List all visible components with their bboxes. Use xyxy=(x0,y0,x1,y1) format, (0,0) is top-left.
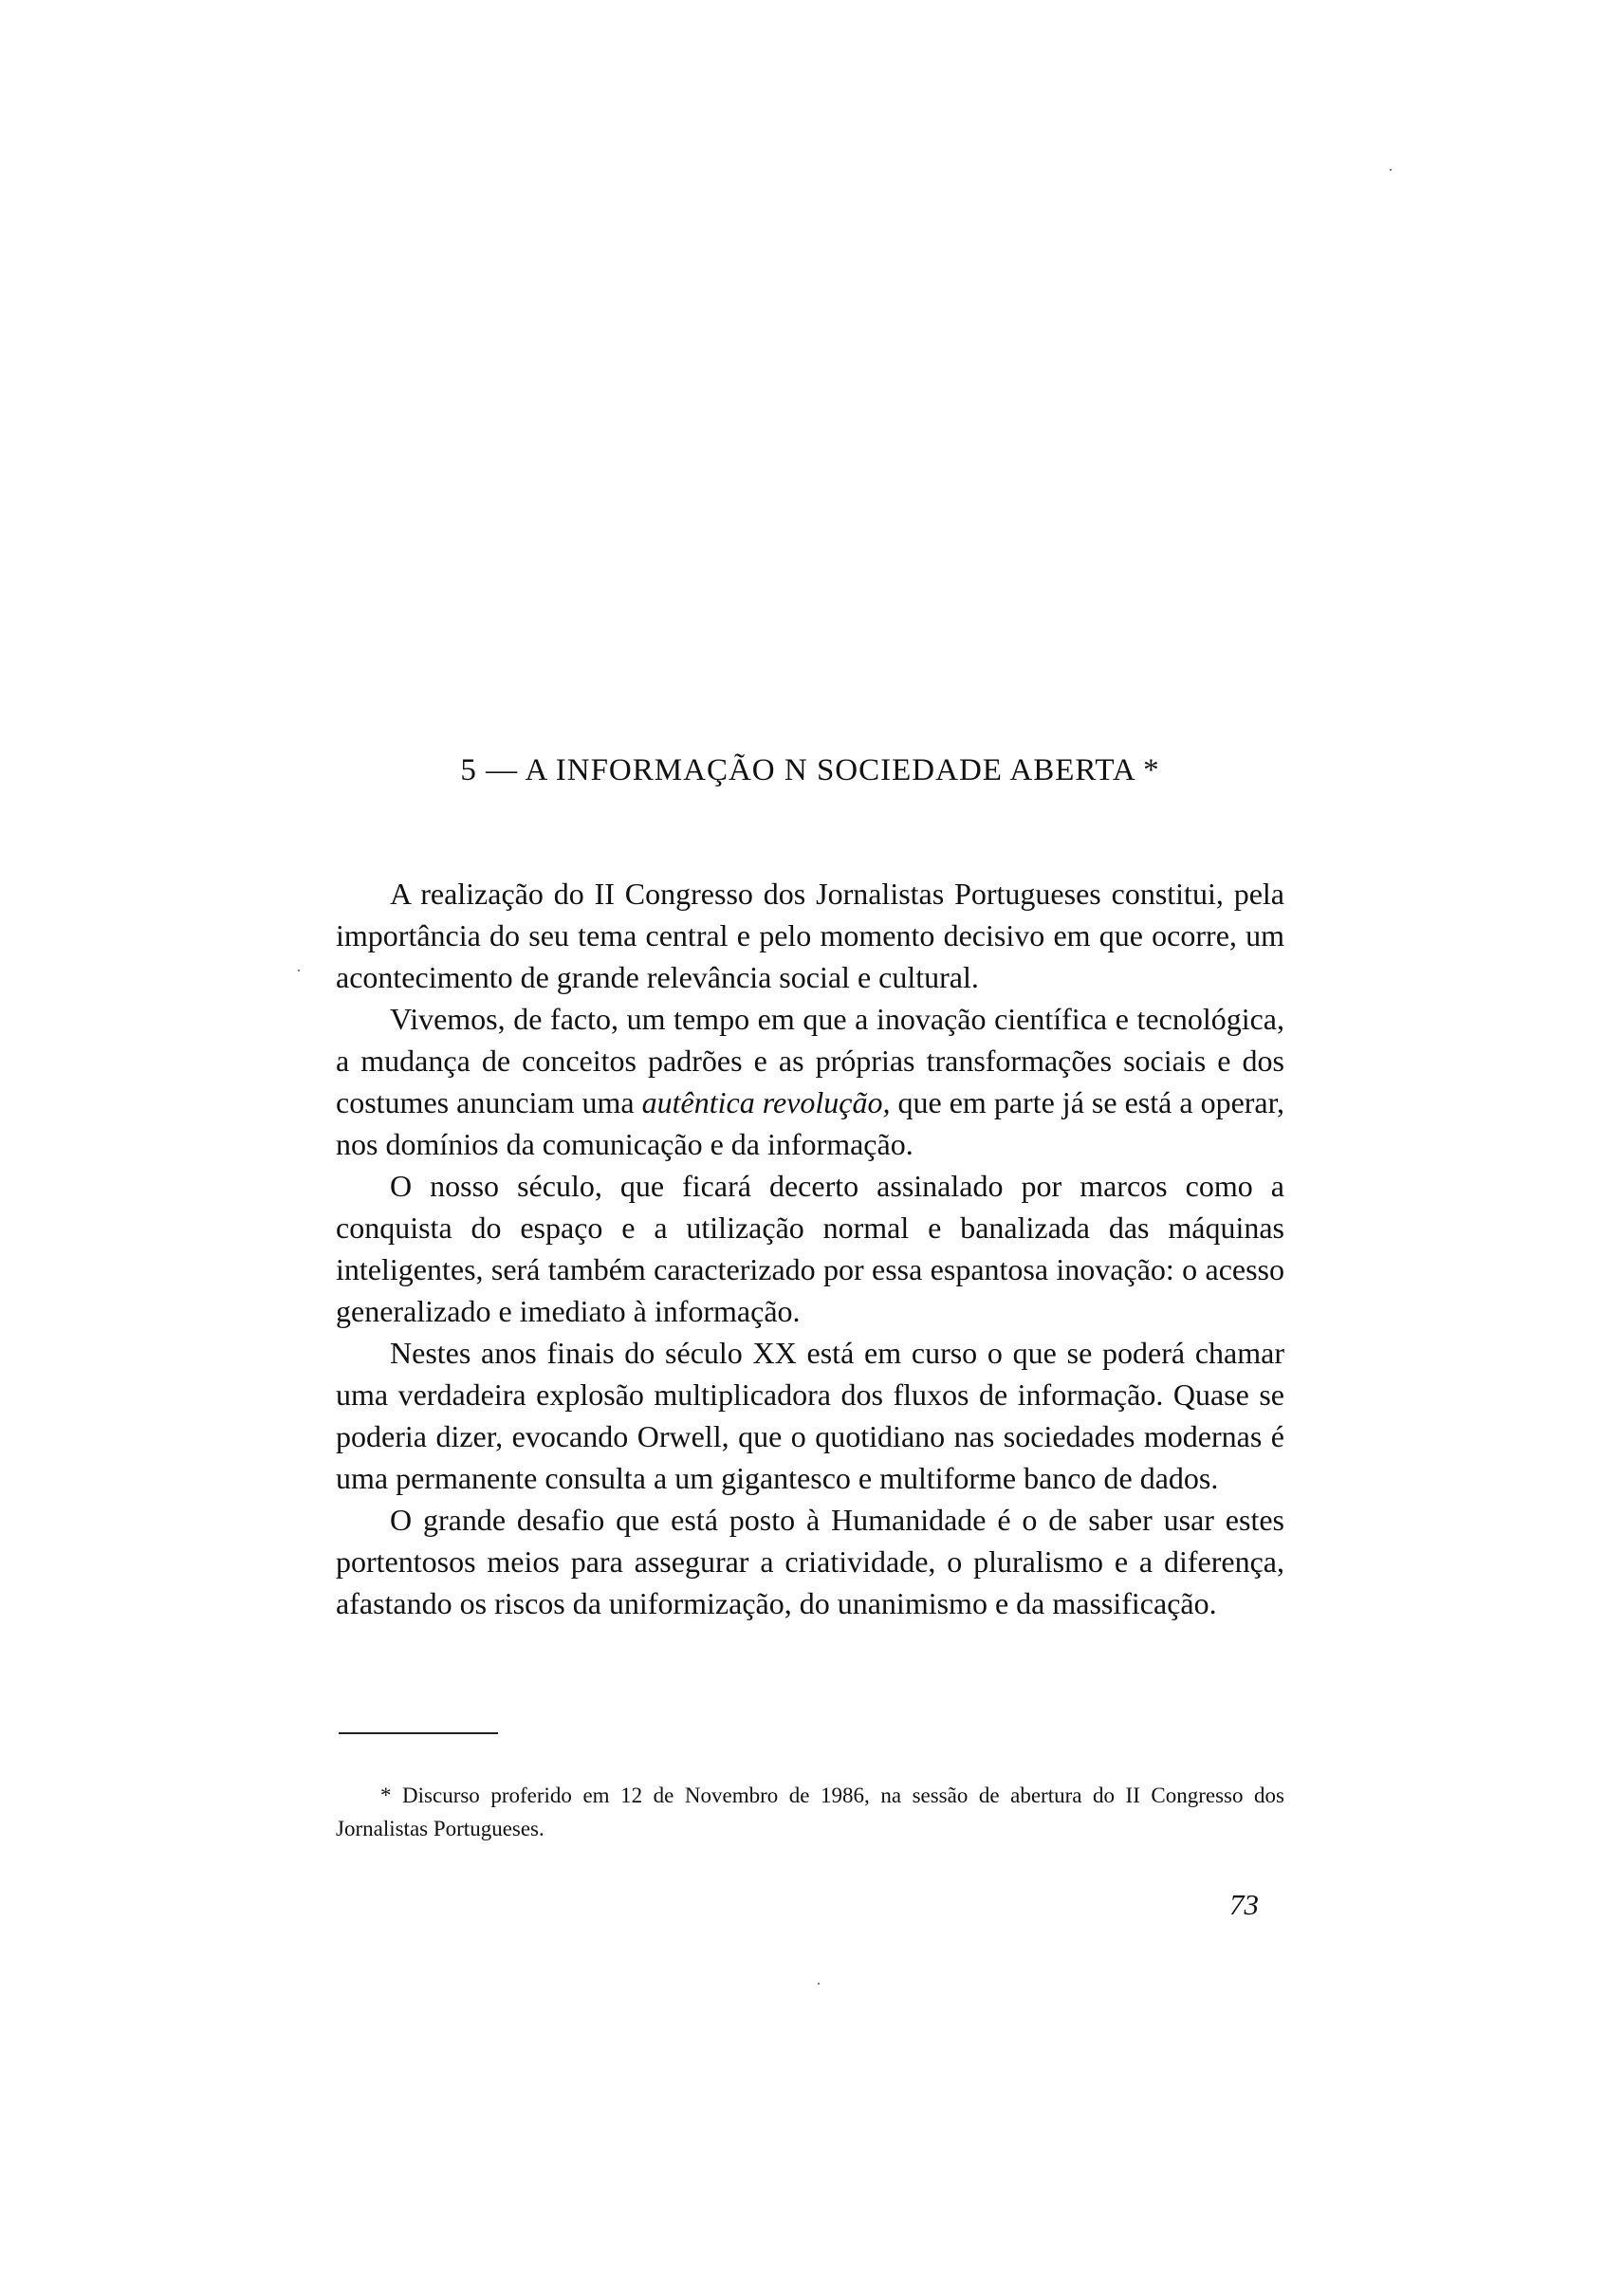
body-text xyxy=(336,873,1284,1624)
paragraph-3: O nosso século, que ficará decerto assinalado por marcos como a conquista do espaço e a utilização normal e banalizada das máquinas inteligentes, será também caracterizado por essa espantosa inovação: o acesso generalizado e imediato à informação. xyxy=(336,1169,1284,1328)
scan-speck xyxy=(1390,169,1392,171)
footnote: * Discurso proferido em 12 de Novembro de 1986, na sessão de abertura do II Congresso dos Jornalistas Portugueses. xyxy=(336,1784,1284,1840)
paragraph-1: A realização do II Congresso dos Jornalistas Portugueses constitui, pela importância do seu tema central e pelo momento decisivo em que ocorre, um acontecimento de grande relevância social e cultural. xyxy=(336,877,1284,994)
paragraph-4: Nestes anos finais do século XX está em curso o que se poderá chamar uma verdadeira explosão multiplicadora dos fluxos de informação. Quase se poderia dizer, evocando Orwell, que o quotidiano nas sociedades modernas é uma permanente consulta a um gigantesco e multiforme banco de dados. xyxy=(336,1336,1284,1495)
scan-speck xyxy=(298,970,300,971)
paragraph-5: O grande desafio que está posto à Humanidade é o de saber usar estes portentosos meios para assegurar a criatividade, o pluralismo e a diferença, afastando os riscos da uniformização, do unanimismo e da massificação. xyxy=(336,1503,1284,1620)
page-number: 73 xyxy=(1229,1888,1259,1921)
paragraph-2-text-a: Vivemos, de facto, um tempo em que a inovação científica e tecnológica, a mudança de conceitos padrões e as próprias transformações sociais e dos costumes anunciam uma xyxy=(336,1002,1284,1119)
paragraph-2 xyxy=(336,998,1284,1165)
paragraph-2-italic: autêntica revolução, xyxy=(641,1085,891,1119)
scan-speck xyxy=(818,1983,820,1985)
paragraph-2-text-b: que em parte já se está a operar, nos domínios da comunicação e da informação. xyxy=(336,1085,1284,1161)
footnote-divider xyxy=(339,1732,498,1734)
chapter-title: 5 — A INFORMAÇÃO N SOCIEDADE ABERTA * xyxy=(460,753,1160,787)
